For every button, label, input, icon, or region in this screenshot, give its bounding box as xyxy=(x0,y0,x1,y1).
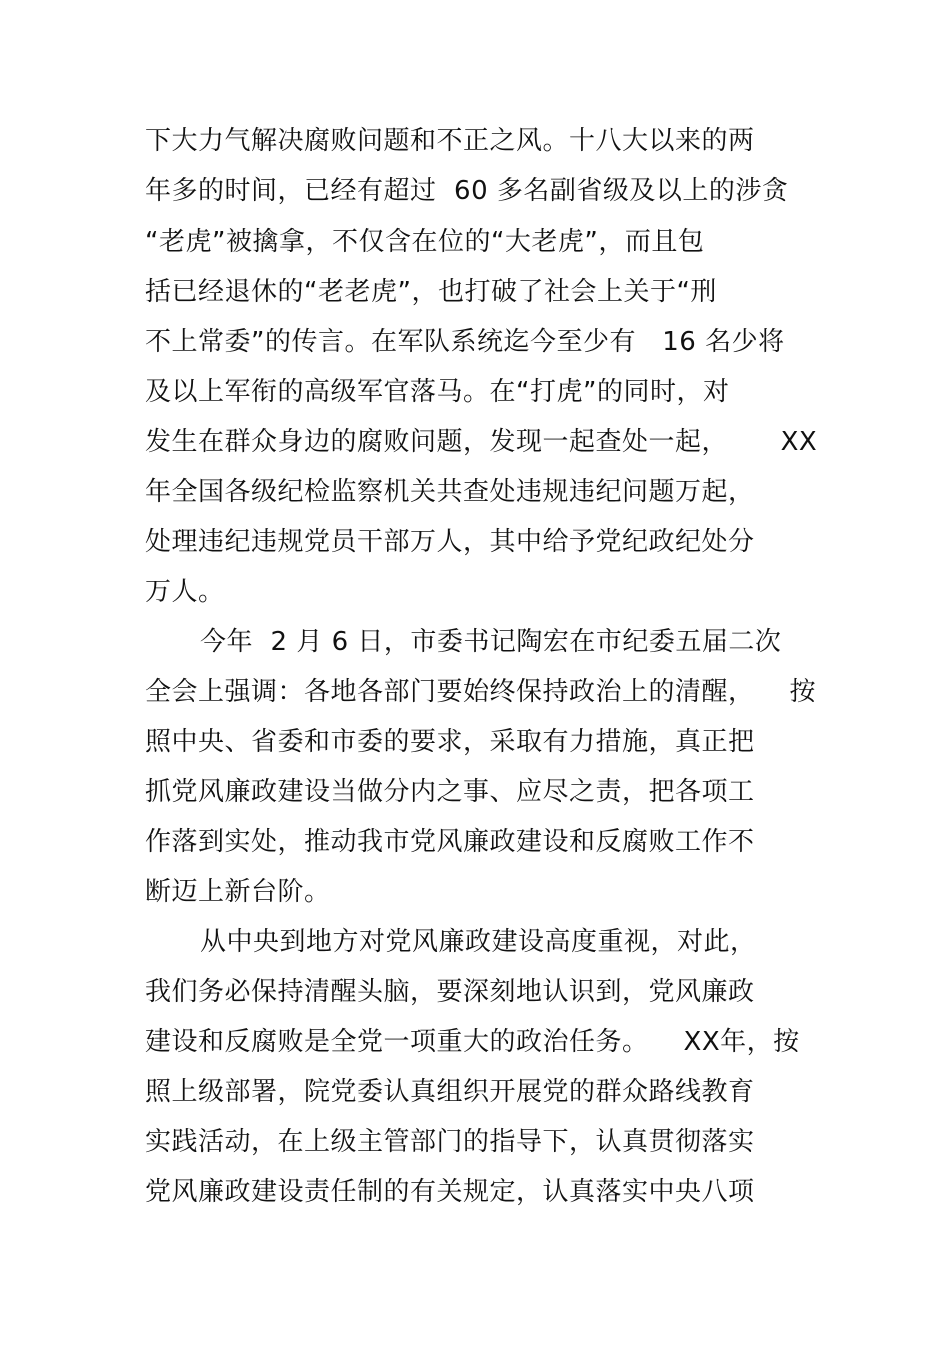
text-line: 断迈上新台阶。 xyxy=(145,877,331,907)
paragraph-first-line: 今年 2 月 6 日，市委书记陶宏在市纪委五届二次 xyxy=(200,627,782,657)
text-line: 抓党风廉政建设当做分内之事、应尽之责，把各项工 xyxy=(145,777,755,807)
text-line: 作落到实处，推动我市党风廉政建设和反腐败工作不 xyxy=(145,827,755,857)
text-line: 实践活动，在上级主管部门的指导下，认真贯彻落实 xyxy=(145,1127,755,1157)
text-line: 年全国各级纪检监察机关共查处违规违纪问题万起， xyxy=(145,477,755,507)
text-line: 下大力气解决腐败问题和不正之风。十八大以来的两 xyxy=(145,126,755,156)
text-line: 处理违纪违规党员干部万人，其中给予党纪政纪处分 xyxy=(145,527,755,557)
text-line: 我们务必保持清醒头脑，要深刻地认识到，党风廉政 xyxy=(145,977,755,1007)
text-line: 发生在群众身边的腐败问题，发现一起查处一起， XX xyxy=(145,427,818,457)
text-line: 年多的时间，已经有超过 60 多名副省级及以上的涉贪 xyxy=(145,176,789,206)
text-line: 不上常委”的传言。在军队系统迄今至少有 16 名少将 xyxy=(145,327,785,357)
text-line: 照中央、省委和市委的要求，采取有力措施，真正把 xyxy=(145,727,755,757)
text-line: 全会上强调：各地各部门要始终保持政治上的清醒， 按 xyxy=(145,677,817,707)
text-line: 建设和反腐败是全党一项重大的政治任务。 XX年，按 xyxy=(145,1027,800,1057)
paragraph-first-line: 从中央到地方对党风廉政建设高度重视，对此， xyxy=(200,927,757,957)
text-line: 及以上军衔的高级军官落马。在“打虎”的同时，对 xyxy=(145,377,730,407)
text-line: 括已经退休的“老老虎”，也打破了社会上关于“刑 xyxy=(145,277,717,307)
text-line: 照上级部署，院党委认真组织开展党的群众路线教育 xyxy=(145,1077,755,1107)
text-line: “老虎”被擒拿，不仅含在位的“大老虎”，而且包 xyxy=(145,227,705,257)
text-line: 万人。 xyxy=(145,577,225,607)
text-line: 党风廉政建设责任制的有关规定，认真落实中央八项 xyxy=(145,1177,755,1207)
